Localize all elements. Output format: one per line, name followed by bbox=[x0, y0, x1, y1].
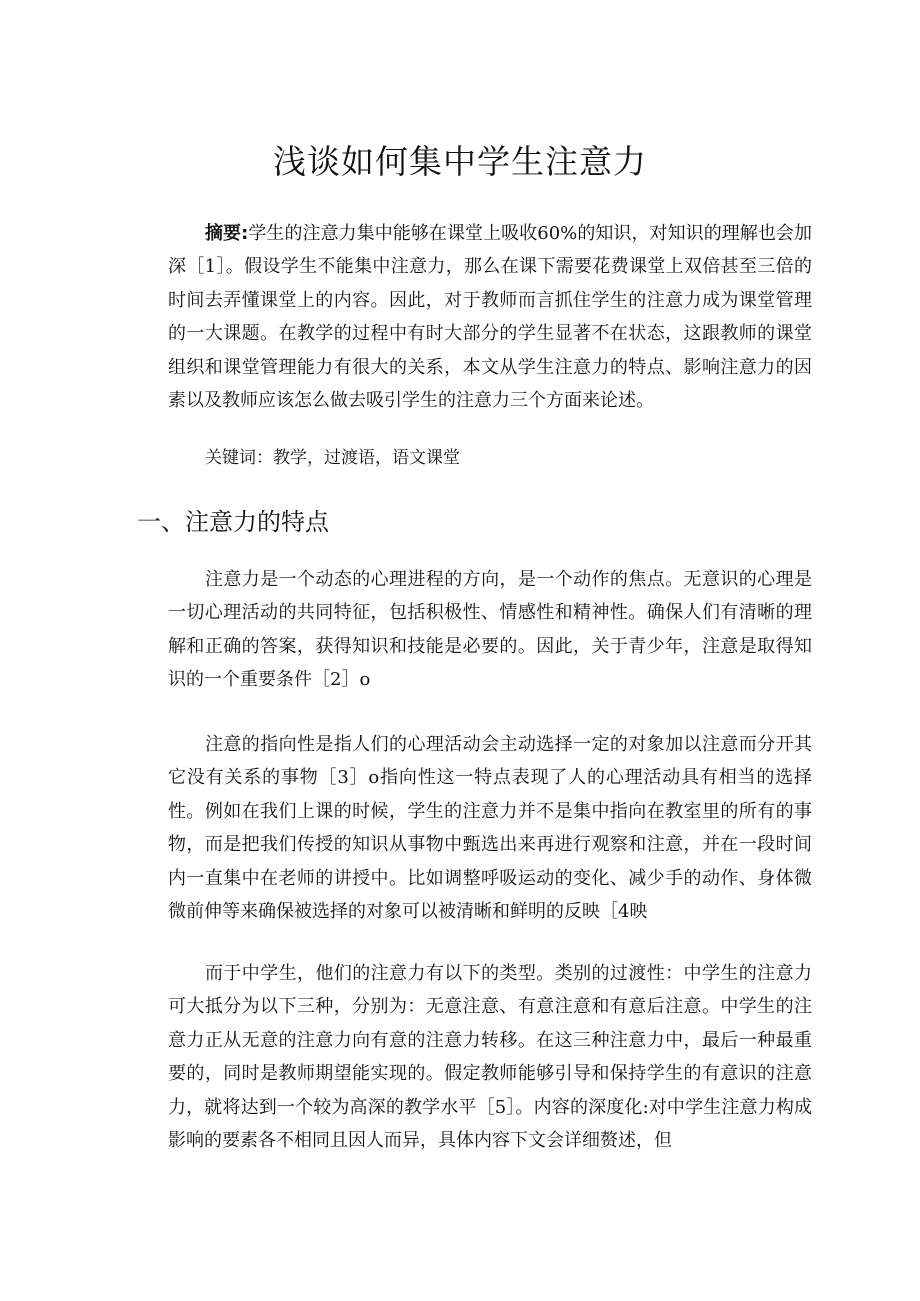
body-paragraph-1: 注意力是一个动态的心理进程的方向，是一个动作的焦点。无意识的心理是一切心理活动的共同特征，包括积极性、情感性和精神性。确保人们有清晰的理解和正确的答案，获得知识和技能是必要的。因此，关于青少年，注意是取得知识的一个重要条件［2］o bbox=[168, 569, 812, 691]
keywords-line: 关键词：教学，过渡语，语文课堂 bbox=[205, 448, 460, 468]
abstract-text: 学生的注意力集中能够在课堂上吸收60%的知识，对知识的理解也会加深［1］。假设学生不能集中注意力，那么在课下需要花费课堂上双倍甚至三倍的时间去弄懂课堂上的内容。因此，对于教师而言抓住学生的注意力成为课堂管理的一大课题。在教学的过程中有时大部分的学生显著不在状态，这跟教师的课堂组织和课堂管理能力有很大的关系，本文从学生注意力的特点、影响注意力的因素以及教师应该怎么做去吸引学生的注意力三个方面来论述。 bbox=[168, 223, 812, 412]
document-title: 浅谈如何集中学生注意力 bbox=[273, 142, 647, 181]
section-heading: 一、注意力的特点 bbox=[137, 508, 329, 536]
abstract-label: 摘要: bbox=[205, 223, 249, 244]
body-paragraph-2: 注意的指向性是指人们的心理活动会主动选择一定的对象加以注意而分开其它没有关系的事物［3］o指向性这一特点表现了人的心理活动具有相当的选择性。例如在我们上课的时候，学生的注意力并不是集中指向在教室里的所有的事物，而是把我们传授的知识从事物中甄选出来再进行观察和注意，并在一段时间内一直集中在老师的讲授中。比如调整呼吸运动的变化、减少手的动作、身体微微前伸等来确保被选择的对象可以被清晰和鲜明的反映［4映 bbox=[168, 734, 812, 923]
body-paragraph-3: 而于中学生，他们的注意力有以下的类型。类别的过渡性：中学生的注意力可大抵分为以下三种，分别为：无意注意、有意注意和有意后注意。中学生的注意力正从无意的注意力向有意的注意力转移。在这三种注意力中，最后一种最重要的，同时是教师期望能实现的。假定教师能够引导和保持学生的有意识的注意力，就将达到一个较为高深的教学水平［5］。内容的深度化:对中学生注意力构成影响的要素各不相同且因人而异，具体内容下文会详细赘述，但 bbox=[168, 963, 812, 1152]
abstract-paragraph bbox=[168, 217, 812, 417]
